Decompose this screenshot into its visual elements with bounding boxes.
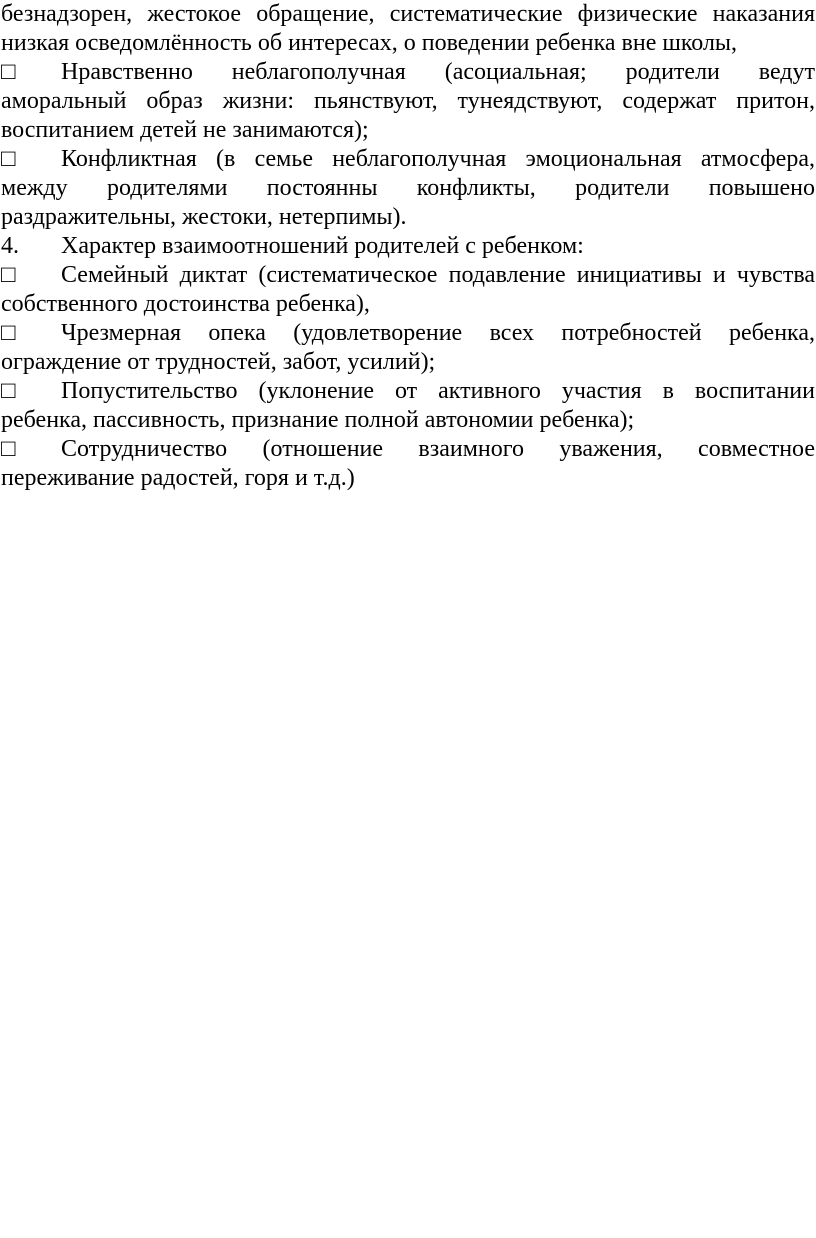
- list-item: □ Попустительство (уклонение от активного участия в воспитании: [1, 378, 815, 404]
- checkbox-bullet-icon: □: [1, 146, 16, 172]
- text-line: переживание радостей, горя и т.д.): [1, 465, 355, 491]
- text-line: низкая осведомлённость об интересах, о поведении ребенка вне школы,: [1, 30, 738, 56]
- text-line: ребенка, пассивность, признание полной автономии ребенка);: [1, 407, 635, 433]
- list-item: □ Нравственно неблагополучная (асоциальная; родители ведут: [1, 59, 815, 85]
- numbered-heading: 4. Характер взаимоотношений родителей с ребенком:: [1, 233, 584, 259]
- checkbox-bullet-icon: □: [1, 436, 16, 462]
- text-line: собственного достоинства ребенка),: [1, 291, 370, 317]
- list-number: 4.: [1, 233, 19, 259]
- document-page: [1, 0, 815, 493]
- text-line: раздражительны, жестоки, нетерпимы).: [1, 204, 407, 230]
- checkbox-bullet-icon: □: [1, 59, 16, 85]
- text-line: аморальный образ жизни: пьянствуют, тунеядствуют, содержат притон,: [1, 88, 815, 114]
- list-item: □ Сотрудничество (отношение взаимного уважения, совместное: [1, 436, 815, 462]
- text-line: ограждение от трудностей, забот, усилий);: [1, 349, 436, 375]
- checkbox-bullet-icon: □: [1, 320, 16, 346]
- list-item: □ Конфликтная (в семье неблагополучная эмоциональная атмосфера,: [1, 146, 815, 172]
- text-line: между родителями постоянны конфликты, родители повышено: [1, 175, 815, 201]
- checkbox-bullet-icon: □: [1, 378, 16, 404]
- list-item: □ Чрезмерная опека (удовлетворение всех потребностей ребенка,: [1, 320, 815, 346]
- list-item: □ Семейный диктат (систематическое подавление инициативы и чувства: [1, 262, 815, 288]
- text-line: безнадзорен, жестокое обращение, систематические физические наказания: [1, 1, 815, 27]
- checkbox-bullet-icon: □: [1, 262, 16, 288]
- text-line: воспитанием детей не занимаются);: [1, 117, 369, 143]
